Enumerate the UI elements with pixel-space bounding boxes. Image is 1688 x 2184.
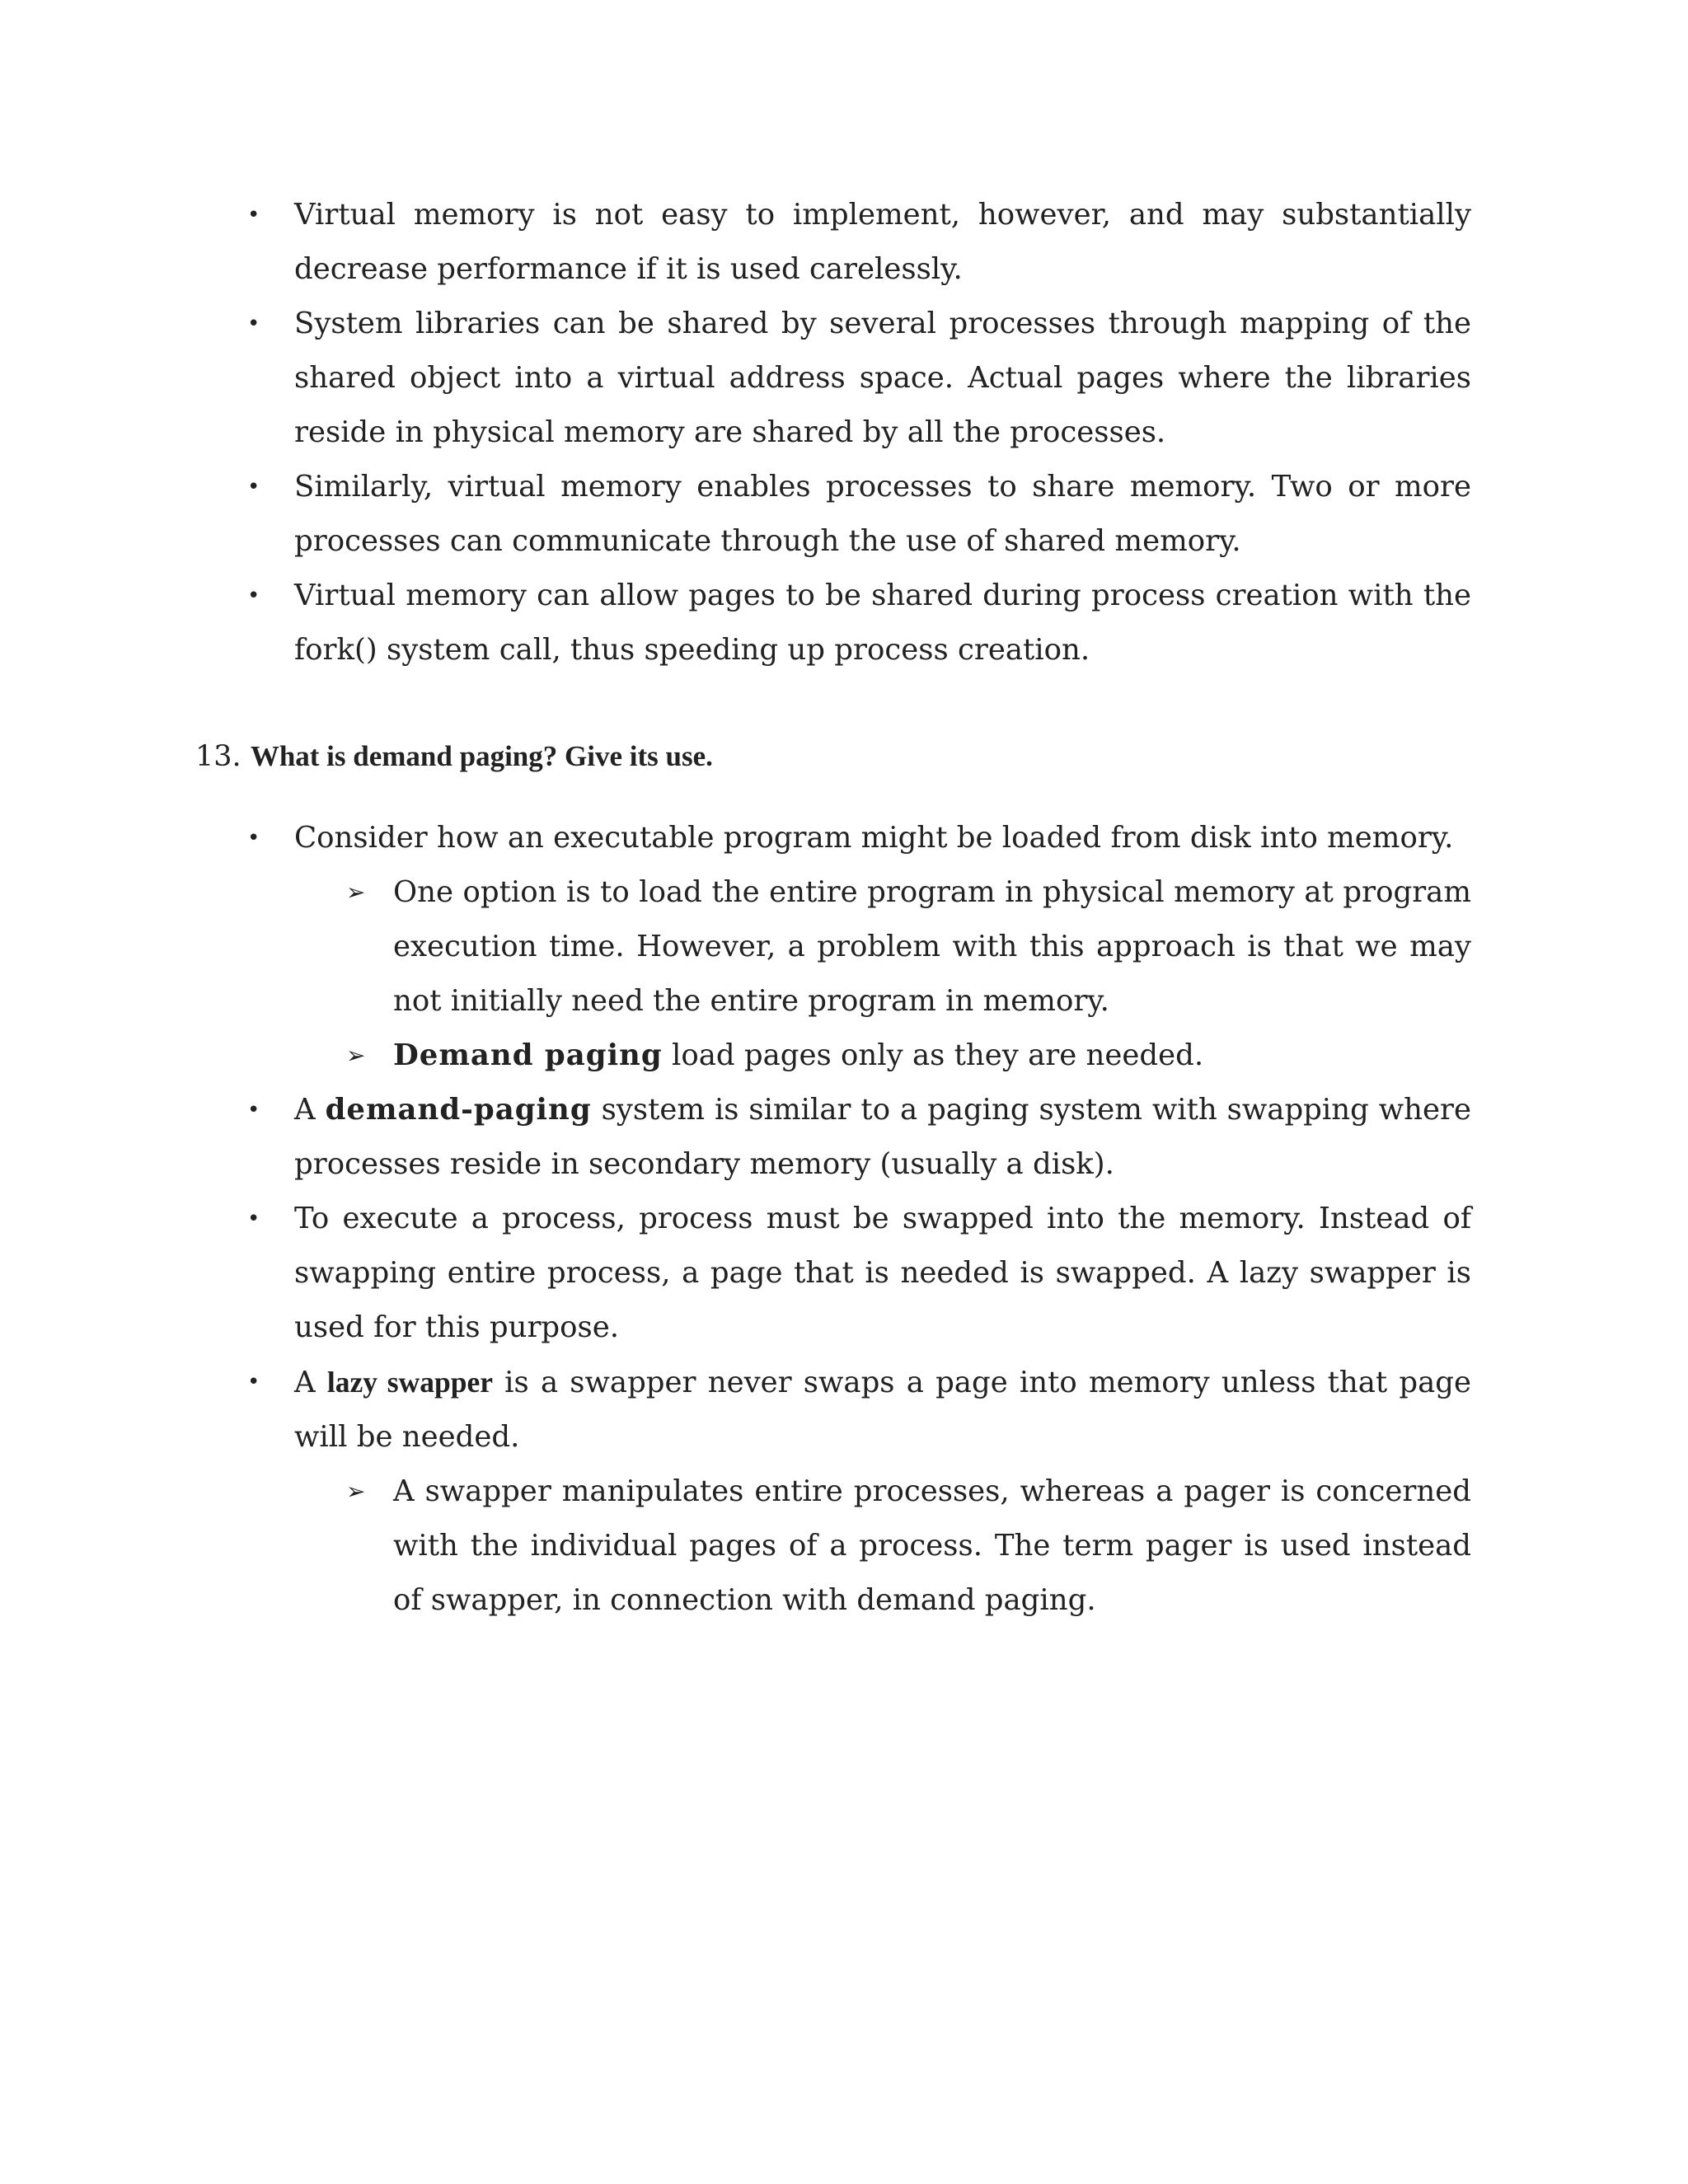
list-item-text: System libraries can be shared by several processes through mapping of the shared object into a virtual address space. Actual pages where the libraries reside in physical memory are shared by all the processes. <box>294 307 1471 449</box>
question-title: What is demand paging? Give its use. <box>250 740 713 772</box>
bold-term: Demand paging <box>393 1038 663 1072</box>
list-item-text: To execute a process, process must be swapped into the memory. Instead of swapping entire process, a page that is needed is swapped. A lazy swapper is used for this purpose. <box>294 1202 1471 1344</box>
list-item-text: Virtual memory can allow pages to be shared during process creation with the fork() system call, thus speeding up process creation. <box>294 579 1471 667</box>
bullet-icon: • <box>247 1098 260 1122</box>
bullet-icon: • <box>247 583 260 608</box>
list-item <box>247 1192 1471 1355</box>
list-item-text: Virtual memory is not easy to implement, however, and may substantially decrease performance if it is used carelessly. <box>294 198 1471 286</box>
list-item <box>247 569 1471 677</box>
list-item-text: is a swapper never swaps a page into memory unless that page will be needed. <box>294 1366 1472 1454</box>
bullet-icon: • <box>247 1370 260 1394</box>
bullet-icon: • <box>247 312 260 336</box>
bold-term: lazy swapper <box>326 1366 493 1399</box>
list-item <box>247 811 1471 865</box>
list-item <box>247 1083 1471 1192</box>
arrow-bullet-icon: ➢ <box>346 879 366 906</box>
sub-list-item-text: load pages only as they are needed. <box>662 1038 1204 1072</box>
sub-list-item-text: A swapper manipulates entire processes, whereas a pager is concerned with the individual pages of a process. The term pager is used instead of swapper, in connection with demand paging. <box>393 1474 1471 1617</box>
sub-list-item <box>346 865 1471 1029</box>
bullet-icon: • <box>247 826 260 851</box>
question-number: 13. <box>195 740 241 773</box>
bullet-icon: • <box>247 1207 260 1231</box>
list-item <box>247 188 1471 297</box>
answer-bullet-list <box>247 811 1471 1628</box>
intro-bullet-list <box>247 188 1471 677</box>
bullet-icon: • <box>247 475 260 499</box>
bold-term: demand-paging <box>325 1093 592 1127</box>
sub-list-item <box>346 1465 1471 1628</box>
list-item-text: Similarly, virtual memory enables processes to share memory. Two or more processes can communicate through the use of shared memory. <box>294 470 1471 558</box>
arrow-bullet-icon: ➢ <box>346 1042 366 1069</box>
list-item-text: Consider how an executable program might be loaded from disk into memory. <box>294 821 1454 855</box>
arrow-bullet-icon: ➢ <box>346 1478 366 1505</box>
list-item-text-prefix: A <box>294 1366 327 1399</box>
bullet-icon: • <box>247 203 260 227</box>
list-item-text: system is similar to a paging system with swapping where processes reside in secondary memory (usually a disk). <box>294 1093 1471 1181</box>
question-heading <box>195 732 713 781</box>
list-item <box>247 460 1471 569</box>
list-item <box>247 297 1471 460</box>
sub-list-item-text: One option is to load the entire program in physical memory at program execution time. However, a problem with this approach is that we may not initially need the entire program in memory. <box>393 875 1471 1018</box>
list-item-text-prefix: A <box>294 1093 326 1127</box>
list-item <box>247 1355 1471 1465</box>
sub-list-item <box>346 1029 1471 1083</box>
